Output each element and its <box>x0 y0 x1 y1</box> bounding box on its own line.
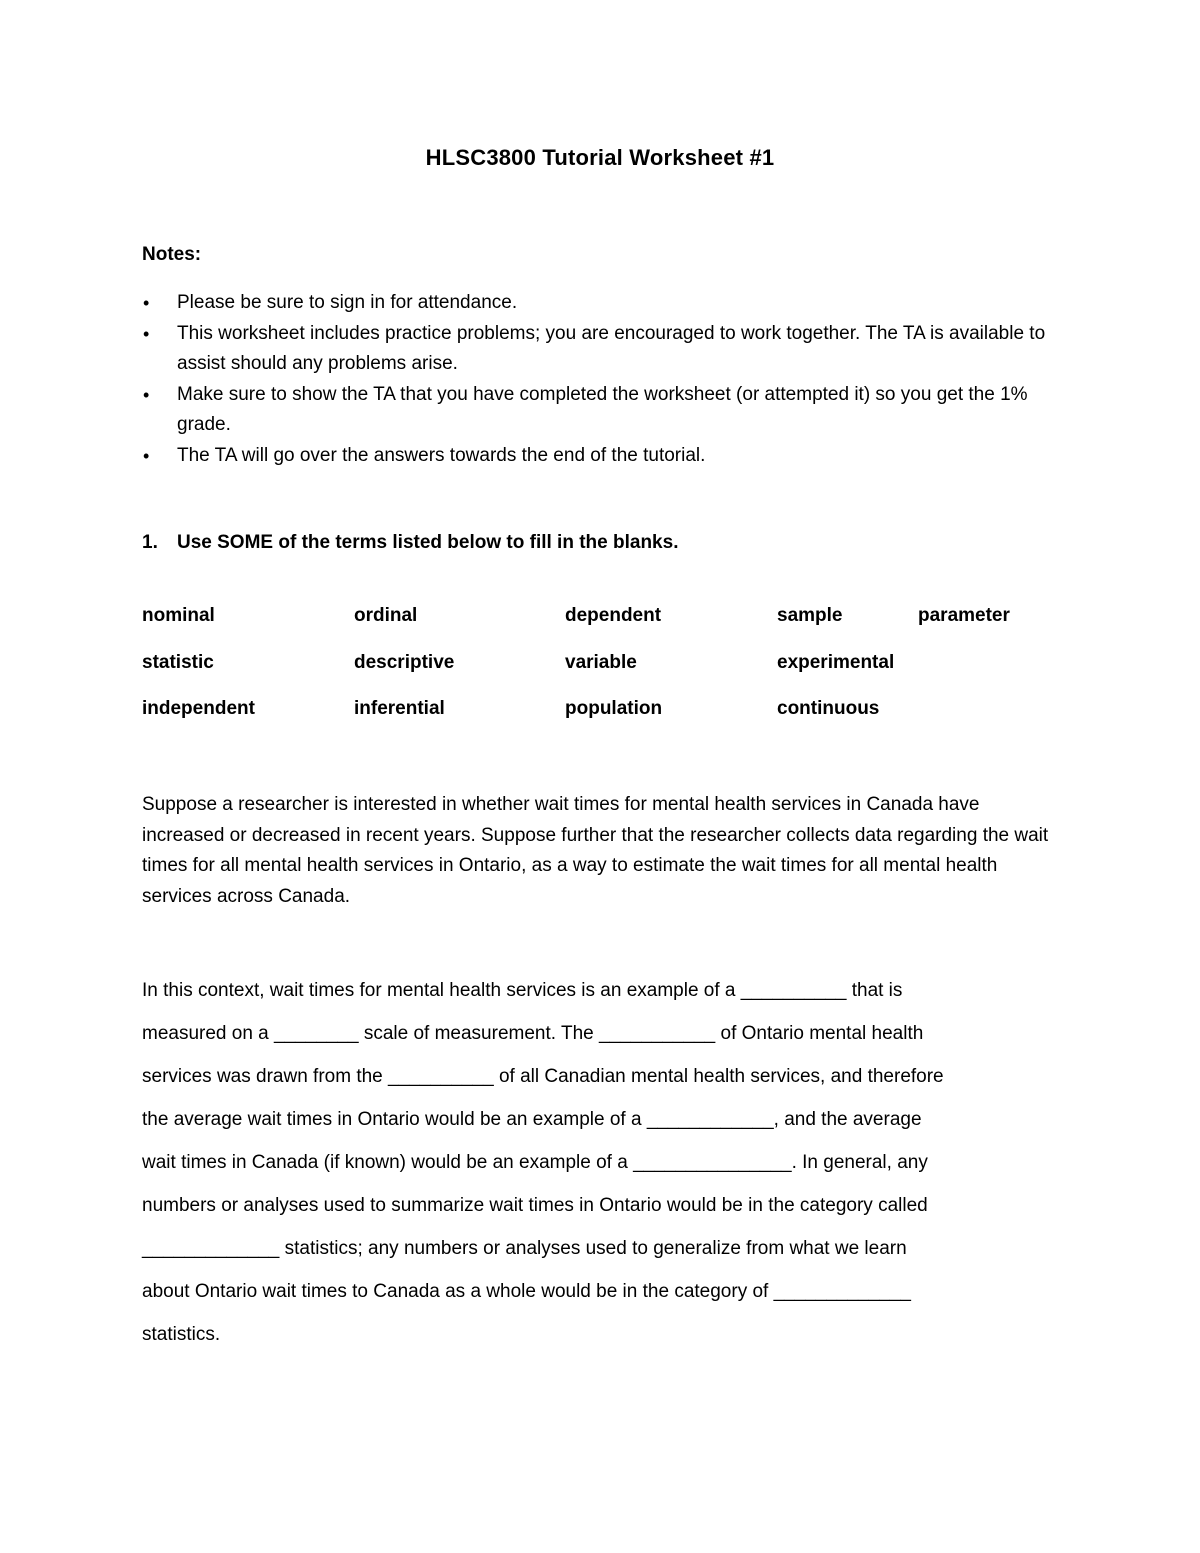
note-text: Make sure to show the TA that you have completed the worksheet (or attempted it) so you get the 1% grade. <box>177 383 1028 435</box>
fill-line: about Ontario wait times to Canada as a whole would be in the category of _____________ <box>142 1281 911 1302</box>
note-text: The TA will go over the answers towards the end of the tutorial. <box>177 444 706 466</box>
term: inferential <box>354 698 445 719</box>
fill-line: _____________ statistics; any numbers or analyses used to generalize from what we learn <box>142 1238 907 1259</box>
notes-list <box>142 288 1062 471</box>
fill-line: measured on a ________ scale of measurement. The ___________ of Ontario mental health <box>142 1023 924 1044</box>
term-bank <box>142 605 1062 745</box>
fill-line: In this context, wait times for mental health services is an example of a __________ that is <box>142 980 903 1001</box>
fill-line: statistics. <box>142 1324 221 1345</box>
bullet-icon: • <box>143 384 150 405</box>
term: ordinal <box>354 605 418 626</box>
list-item <box>142 288 1062 319</box>
fill-line: services was drawn from the __________ of all Canadian mental health services, and therefore <box>142 1066 944 1087</box>
notes-heading: Notes: <box>142 244 202 265</box>
term: descriptive <box>354 651 455 673</box>
term-row <box>142 698 1062 745</box>
question-1-heading <box>142 532 678 554</box>
term: nominal <box>142 605 215 626</box>
term: sample <box>777 605 843 626</box>
bullet-icon: • <box>143 323 150 344</box>
term: population <box>565 698 663 719</box>
list-item <box>142 441 1062 472</box>
note-text: Please be sure to sign in for attendance. <box>177 292 518 313</box>
bullet-icon: • <box>143 445 150 466</box>
bullet-icon: • <box>143 293 150 313</box>
list-item <box>142 319 1062 380</box>
term: dependent <box>565 605 662 626</box>
term: independent <box>142 698 255 719</box>
term: statistic <box>142 651 214 673</box>
term: continuous <box>777 698 880 719</box>
fill-line: wait times in Canada (if known) would be an example of a _______________. In general, any <box>142 1152 928 1173</box>
note-text: This worksheet includes practice problems; you are encouraged to work together. The TA is available to assist should any problems arise. <box>177 322 1046 374</box>
fill-line: numbers or analyses used to summarize wait times in Ontario would be in the category called <box>142 1195 928 1216</box>
term: variable <box>565 651 637 673</box>
fill-in-the-blanks <box>142 976 1062 1363</box>
question-instruction: Use SOME of the terms listed below to fill in the blanks. <box>177 532 679 553</box>
term-row <box>142 605 1062 652</box>
term-row <box>142 652 1062 699</box>
term: experimental <box>777 651 895 673</box>
page-title: HLSC3800 Tutorial Worksheet #1 <box>425 145 775 170</box>
list-item <box>142 380 1062 441</box>
term: parameter <box>918 605 1010 626</box>
fill-line: the average wait times in Ontario would be an example of a ____________, and the average <box>142 1109 922 1130</box>
scenario-paragraph: Suppose a researcher is interested in whether wait times for mental health services in Canada have increased or decreased in recent years. Suppose further that the researcher collects data regarding the wait times for all mental health services in Ontario, as a way to estimate the wait times for all mental health services across Canada. <box>142 794 1049 907</box>
question-number: 1. <box>142 532 158 553</box>
